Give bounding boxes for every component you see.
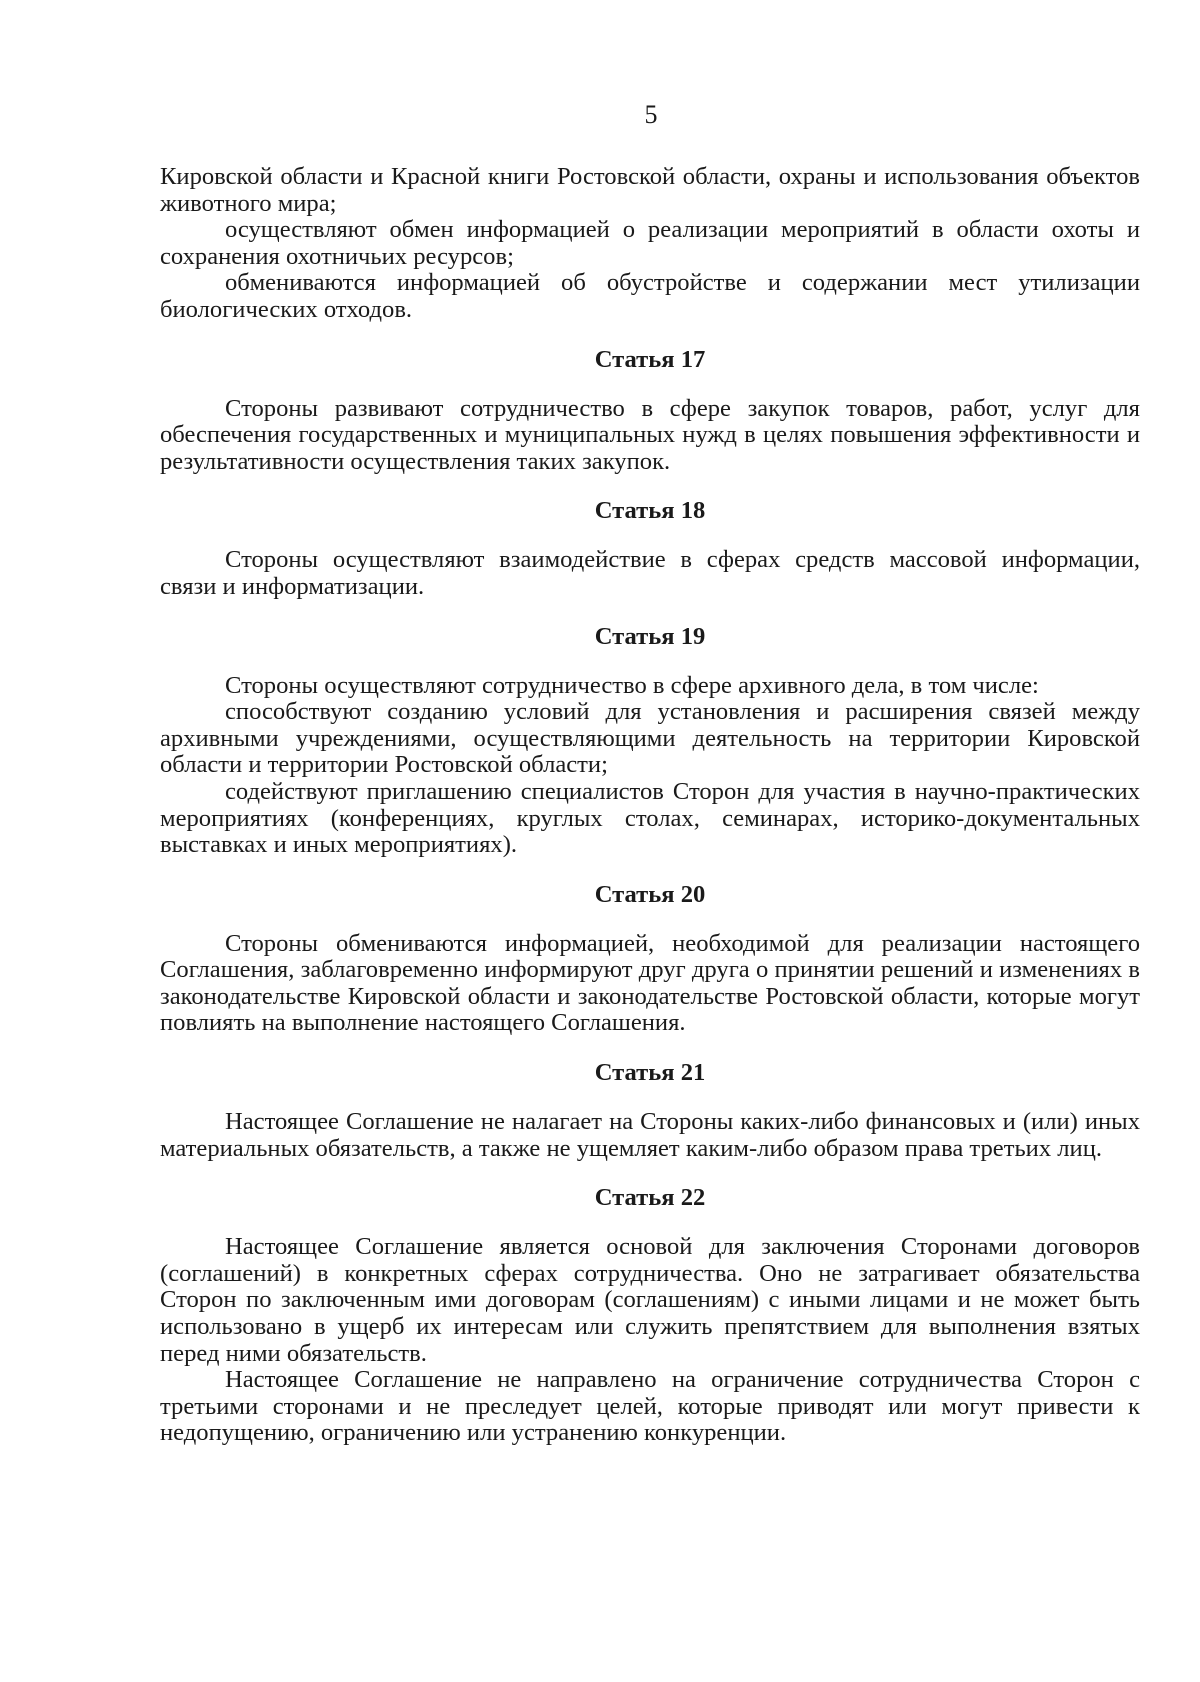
article-19 bbox=[160, 623, 1140, 859]
article-paragraph: Стороны обмениваются информацией, необходимой для реализации настоящего Соглашения, заблаговременно информируют друг друга о принятии решений и изменениях в законодательстве Кировской области и законодательстве Ростовской области, которые могут повлиять на выполнение настоящего Соглашения. bbox=[160, 929, 1140, 1037]
article-20 bbox=[160, 881, 1140, 1037]
article-paragraph: Стороны осуществляют взаимодействие в сферах средств массовой информации, связи и информатизации. bbox=[160, 546, 1140, 600]
article-paragraph: Стороны осуществляют сотрудничество в сфере архивного дела, в том числе: bbox=[225, 671, 1039, 699]
article-title: Статья 17 bbox=[594, 345, 706, 373]
article-paragraph: содействуют приглашению специалистов Сторон для участия в научно-практических мероприятиях (конференциях, круглых столах, семинарах, историко-документальных выставках и иных мероприятиях). bbox=[160, 777, 1140, 859]
page-number: 5 bbox=[644, 100, 658, 129]
article-paragraph: Настоящее Соглашение не направлено на ограничение сотрудничества Сторон с третьими сторонами и не преследует целей, которые приводят или могут привести к недопущению, ограничению или устранению конкуренции. bbox=[160, 1366, 1140, 1447]
article-paragraph: Настоящее Соглашение не налагает на Стороны каких-либо финансовых и (или) иных материальных обязательств, а также не ущемляет каким-либо образом права третьих лиц. bbox=[160, 1108, 1140, 1162]
article-paragraph: способствуют созданию условий для установления и расширения связей между архивными учреждениями, осуществляющими деятельность на территории Кировской области и территории Ростовской области; bbox=[160, 698, 1140, 779]
article-paragraph: Стороны развивают сотрудничество в сфере закупок товаров, работ, услуг для обеспечения государственных и муниципальных нужд в целях повышения эффективности и результативности осуществления таких закупок. bbox=[160, 394, 1140, 475]
article-title: Статья 22 bbox=[594, 1184, 706, 1212]
article-17 bbox=[160, 346, 1140, 476]
document-page bbox=[160, 100, 1140, 1447]
article-title: Статья 20 bbox=[594, 880, 706, 908]
intro-paragraph: осуществляют обмен информацией о реализации мероприятий в области охоты и сохранения охотничьих ресурсов; bbox=[160, 216, 1140, 270]
article-title: Статья 18 bbox=[594, 497, 706, 525]
article-title: Статья 19 bbox=[594, 622, 706, 650]
intro-block bbox=[160, 164, 1140, 324]
article-title: Статья 21 bbox=[594, 1059, 706, 1087]
article-paragraph: Настоящее Соглашение является основой для заключения Сторонами договоров (соглашений) в конкретных сферах сотрудничества. Оно не затрагивает обязательства Сторон по заключенным ими договорам (соглашениям) с иными лицами и не может быть использовано в ущерб их интересам или служить препятствием для выполнения взятых перед ними обязательств. bbox=[160, 1233, 1140, 1367]
article-18 bbox=[160, 497, 1140, 600]
article-22 bbox=[160, 1184, 1140, 1447]
intro-paragraph: обмениваются информацией об обустройстве и содержании мест утилизации биологических отходов. bbox=[160, 269, 1140, 323]
intro-paragraph: Кировской области и Красной книги Ростовской области, охраны и использования объектов животного мира; bbox=[160, 163, 1140, 217]
article-21 bbox=[160, 1059, 1140, 1162]
